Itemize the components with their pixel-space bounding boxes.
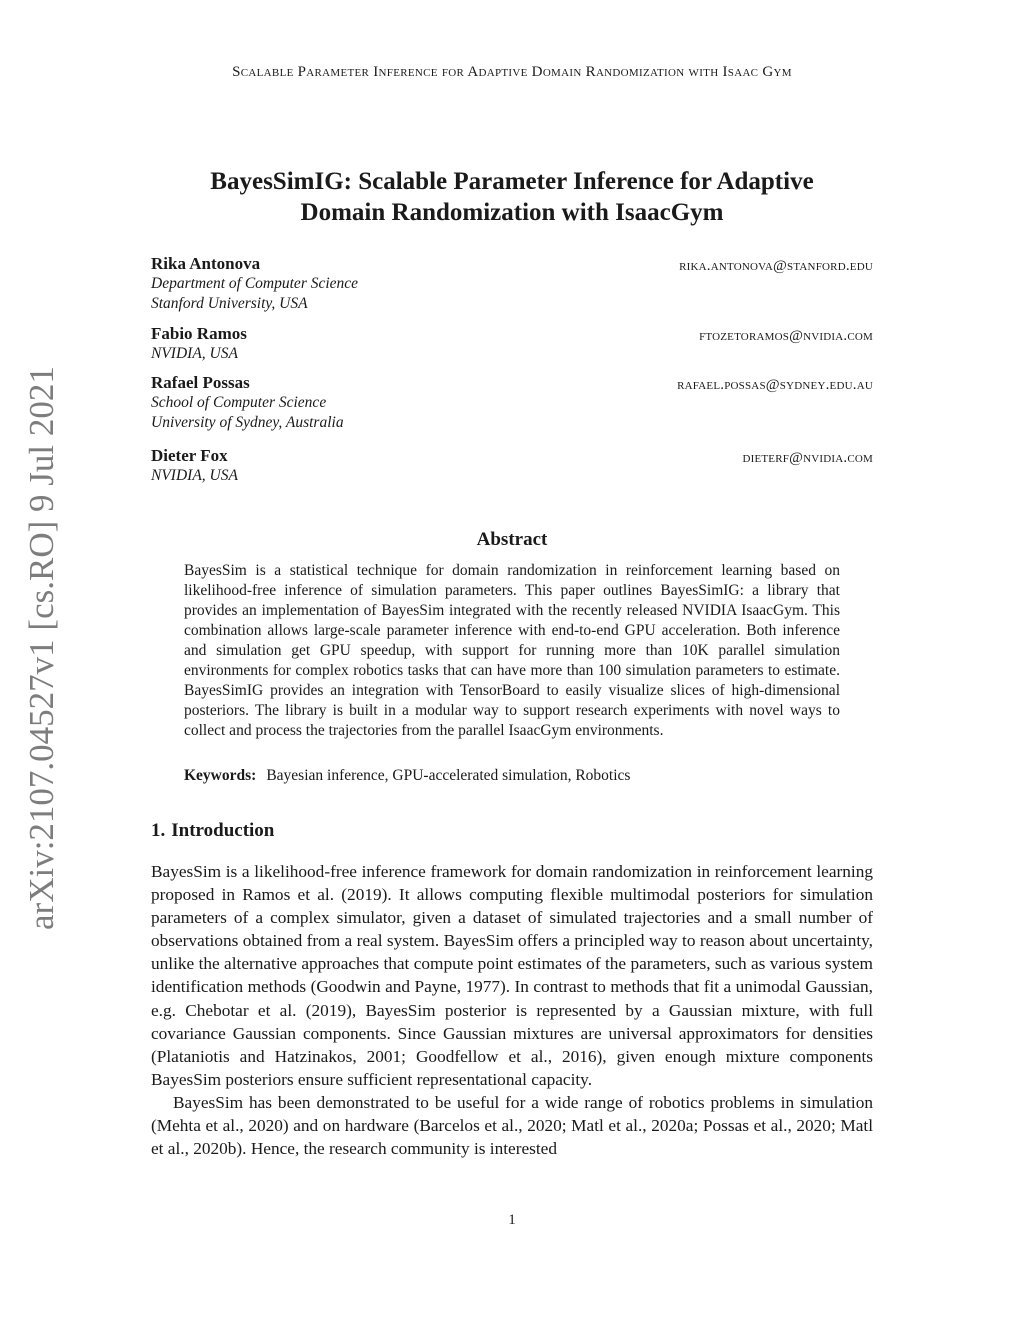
author-block: [151, 324, 873, 364]
keywords: [184, 767, 840, 785]
abstract-heading: Abstract: [476, 529, 548, 550]
arxiv-identifier-stamp[interactable]: arXiv:2107.04527v1 [cs.RO] 9 Jul 2021: [22, 366, 61, 930]
author-email[interactable]: rafael.possas@sydney.edu.au: [677, 377, 873, 393]
title-line-2: Domain Randomization with IsaacGym: [300, 199, 724, 226]
author-name: Dieter Fox: [151, 446, 228, 465]
page-number: 1: [508, 1212, 516, 1228]
author-affiliation: NVIDIA, USA: [151, 345, 238, 362]
section-title: Introduction: [171, 820, 275, 841]
author-block: [151, 446, 873, 486]
author-block: [151, 373, 873, 433]
paper-title: [140, 166, 884, 228]
author-affiliation: Department of Computer Science: [151, 275, 359, 292]
abstract-body: BayesSim is a statistical technique for domain randomization in reinforcement learning based on likelihood-free inference of simulation parameters. This paper outlines BayesSimIG: a library that provides an implementation of BayesSim integrated with the recently released NVIDIA IsaacGym. This combination allows large-scale parameter inference with end-to-end GPU acceleration. Both inference and simulation get GPU speedup, with support for running more than 10K parallel simulation environments for complex robotics tasks that can have more than 100 simulation parameters to estimate. BayesSimIG provides an integration with TensorBoard to easily visualize slices of high-dimensional posteriors. The library is built in a modular way to support research experiments with novel ways to collect and process the trajectories from the parallel IsaacGym environments.: [184, 562, 840, 739]
title-line-1: BayesSimIG: Scalable Parameter Inference for Adaptive: [210, 168, 814, 195]
author-affiliation: University of Sydney, Australia: [151, 414, 344, 431]
author-email[interactable]: ftozetoramos@nvidia.com: [699, 328, 873, 344]
running-head: Scalable Parameter Inference for Adaptive Domain Randomization with Isaac Gym: [232, 64, 792, 80]
author-name: Rafael Possas: [151, 373, 250, 392]
keywords-text: Bayesian inference, GPU-accelerated simulation, Robotics: [266, 767, 631, 784]
author-name: Rika Antonova: [151, 254, 261, 273]
introduction-body: [151, 860, 873, 1160]
author-affiliation: NVIDIA, USA: [151, 467, 238, 484]
author-block: [151, 254, 873, 314]
keywords-label: Keywords:: [184, 767, 257, 784]
author-email[interactable]: rika.antonova@stanford.edu: [679, 258, 873, 274]
intro-paragraph: BayesSim is a likelihood-free inference framework for domain randomization in reinforcement learning proposed in Ramos et al. (2019). It allows computing flexible multimodal posteriors for simulation parameters of a complex simulator, given a dataset of simulated trajectories and a small number of observations obtained from a real system. BayesSim offers a principled way to reason about uncertainty, unlike the alternative approaches that compute point estimates of the parameters, such as various system identification methods (Goodwin and Payne, 1977). In contrast to methods that fit a unimodal Gaussian, e.g. Chebotar et al. (2019), BayesSim posterior is represented by a Gaussian mixture, with full covariance Gaussian components. Since Gaussian mixtures are universal approximators for densities (Plataniotis and Hatzinakos, 2001; Goodfellow et al., 2016), given enough mixture components BayesSim posteriors ensure sufficient representational capacity.: [151, 862, 873, 1089]
author-affiliation: Stanford University, USA: [151, 295, 308, 312]
section-number: 1.: [151, 820, 166, 841]
author-affiliation: School of Computer Science: [151, 394, 327, 411]
intro-paragraph: BayesSim has been demonstrated to be useful for a wide range of robotics problems in simulation (Mehta et al., 2020) and on hardware (Barcelos et al., 2020; Matl et al., 2020a; Possas et al., 2020; Matl et al., 2020b). Hence, the research community is interested: [151, 1092, 873, 1159]
section-heading: [151, 820, 274, 842]
author-email[interactable]: dieterf@nvidia.com: [742, 450, 873, 466]
author-name: Fabio Ramos: [151, 324, 247, 343]
